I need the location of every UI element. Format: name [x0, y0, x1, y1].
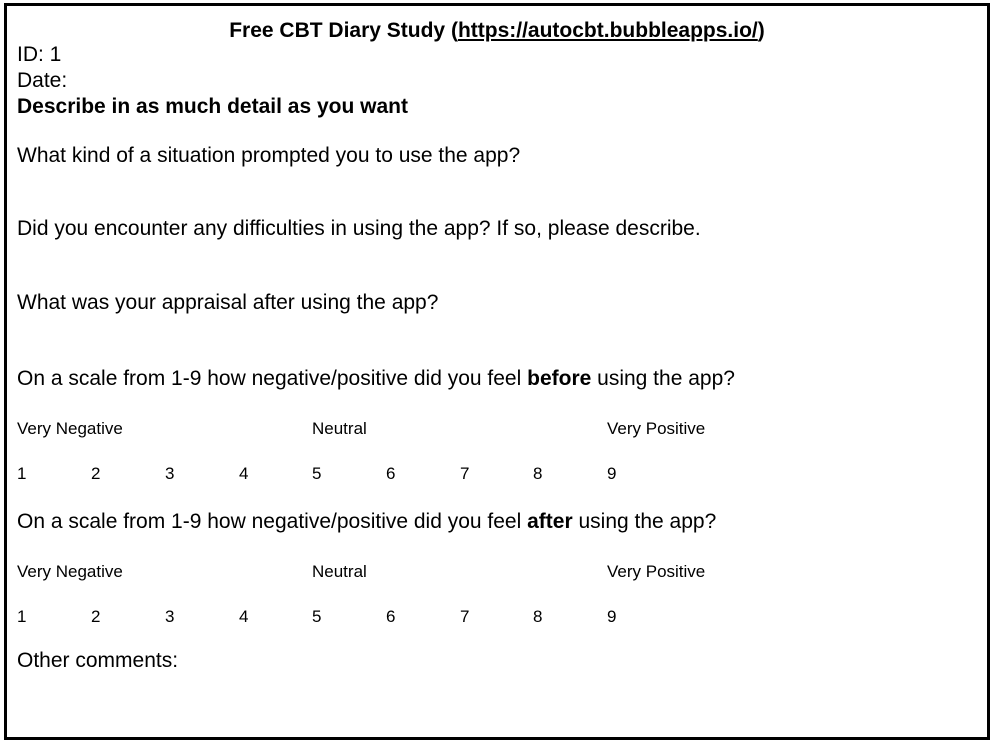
- other-comments-label: Other comments:: [17, 649, 179, 672]
- question-situation: What kind of a situation prompted you to use the app?: [17, 144, 521, 167]
- scale-before-point: 1: [17, 464, 27, 483]
- instruction: Describe in as much detail as you want: [17, 95, 408, 118]
- title-link[interactable]: https://autocbt.bubbleapps.io/: [457, 19, 758, 42]
- scale-before-point: 8: [533, 464, 543, 483]
- scale-after-anchor-high: Very Positive: [607, 562, 706, 581]
- scale-before-question: [17, 368, 735, 389]
- title-text-end: ): [757, 19, 765, 42]
- diary-form-frame: [4, 3, 990, 740]
- scale-after-point: 6: [386, 607, 396, 626]
- scale-after-point: 8: [533, 607, 543, 626]
- form-title: [7, 20, 987, 41]
- scale-before-point: 4: [239, 464, 249, 483]
- scale-before-anchor-high: Very Positive: [607, 419, 706, 438]
- scale-before-suffix: using the app?: [591, 367, 735, 390]
- scale-before-prefix: On a scale from 1-9 how negative/positive did you feel: [17, 367, 528, 390]
- scale-after-question: [17, 511, 716, 532]
- id-line: ID: 1: [17, 43, 62, 66]
- scale-after-point: 4: [239, 607, 249, 626]
- scale-after-point: 1: [17, 607, 27, 626]
- scale-before-point: 9: [607, 464, 617, 483]
- scale-before-emphasis: before: [527, 367, 592, 390]
- scale-after-suffix: using the app?: [572, 510, 717, 533]
- scale-before-point: 5: [312, 464, 322, 483]
- title-text: Free CBT Diary Study (: [229, 19, 458, 42]
- scale-before-point: 6: [386, 464, 396, 483]
- question-appraisal: What was your appraisal after using the app?: [17, 291, 439, 314]
- scale-after-emphasis: after: [527, 510, 573, 533]
- scale-after-prefix: On a scale from 1-9 how negative/positive did you feel: [17, 510, 528, 533]
- date-line: Date:: [17, 69, 68, 92]
- scale-before-point: 3: [165, 464, 175, 483]
- scale-after-anchor-mid: Neutral: [312, 562, 367, 581]
- scale-after-point: 5: [312, 607, 322, 626]
- scale-after-point: 2: [91, 607, 101, 626]
- scale-before-point: 7: [460, 464, 470, 483]
- scale-before-anchor-low: Very Negative: [17, 419, 123, 438]
- scale-after-point: 7: [460, 607, 470, 626]
- scale-after-point: 9: [607, 607, 617, 626]
- scale-before-anchor-mid: Neutral: [312, 419, 367, 438]
- scale-after-point: 3: [165, 607, 175, 626]
- scale-before-point: 2: [91, 464, 101, 483]
- question-difficulties: Did you encounter any difficulties in using the app? If so, please describe.: [17, 217, 701, 240]
- scale-after-anchor-low: Very Negative: [17, 562, 123, 581]
